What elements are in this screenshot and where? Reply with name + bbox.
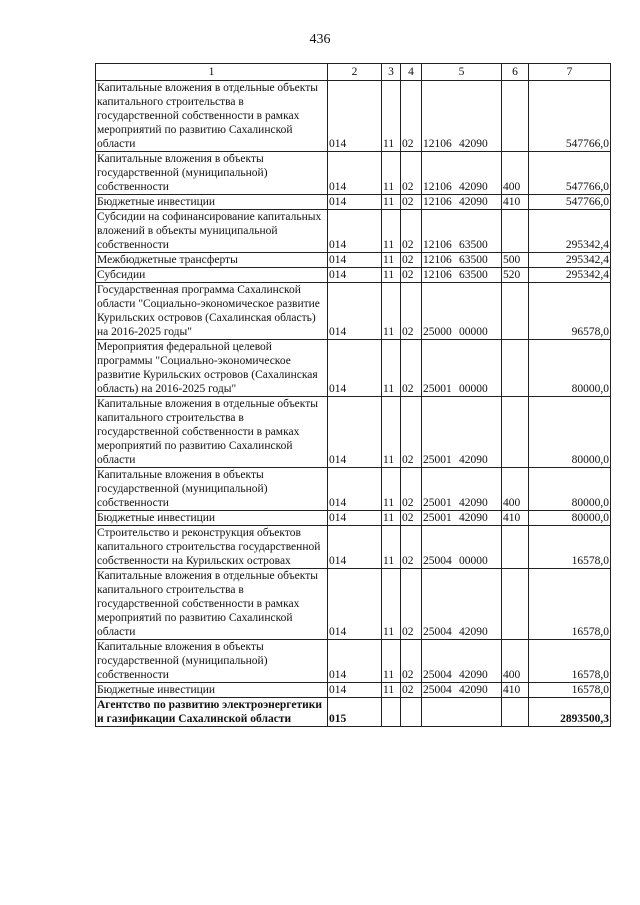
table-row <box>96 698 611 727</box>
row-target-item-cell <box>422 195 502 210</box>
table-row <box>96 397 611 468</box>
target-item-direction-code: 42090 <box>459 138 488 150</box>
table-row <box>96 81 611 152</box>
row-subsection-cell: 02 <box>401 468 422 511</box>
row-name-cell: Строительство и реконструкция объектов капитального строительства государственной собственности на Курильских островах <box>96 526 328 569</box>
target-item-direction-code: 63500 <box>459 269 488 281</box>
row-amount-cell: 80000,0 <box>529 340 611 397</box>
row-ministry-code-cell: 014 <box>328 81 382 152</box>
target-item-direction-code: 42090 <box>459 512 488 524</box>
row-section-cell: 11 <box>382 511 401 526</box>
target-item-program-code: 12106 <box>423 239 452 251</box>
row-amount-cell: 2893500,3 <box>529 698 611 727</box>
row-subsection-cell: 02 <box>401 268 422 283</box>
row-name-cell: Капитальные вложения в объекты государственной (муниципальной) собственности <box>96 640 328 683</box>
row-amount-cell: 547766,0 <box>529 195 611 210</box>
target-item-direction-code: 42090 <box>459 669 488 681</box>
row-section-cell: 11 <box>382 640 401 683</box>
row-expense-type-cell <box>502 81 529 152</box>
row-target-item-cell <box>422 640 502 683</box>
row-expense-type-cell: 410 <box>502 511 529 526</box>
row-amount-cell: 295342,4 <box>529 210 611 253</box>
row-amount-cell: 16578,0 <box>529 569 611 640</box>
target-item-direction-code: 42090 <box>459 626 488 638</box>
row-ministry-code-cell: 014 <box>328 511 382 526</box>
header-cell: 2 <box>328 64 382 81</box>
row-name-cell: Капитальные вложения в отдельные объекты капитального строительства в государственной собственности в рамках мероприятий по развитию Сахалинской области <box>96 397 328 468</box>
row-expense-type-cell <box>502 340 529 397</box>
row-subsection-cell: 02 <box>401 253 422 268</box>
target-item-program-code: 25001 <box>423 497 452 509</box>
row-target-item-cell <box>422 340 502 397</box>
row-expense-type-cell: 400 <box>502 640 529 683</box>
row-subsection-cell: 02 <box>401 397 422 468</box>
target-item-program-code: 12106 <box>423 196 452 208</box>
row-name-cell: Капитальные вложения в объекты государственной (муниципальной) собственности <box>96 468 328 511</box>
row-section-cell: 11 <box>382 253 401 268</box>
target-item-direction-code: 42090 <box>459 454 488 466</box>
row-expense-type-cell <box>502 283 529 340</box>
row-subsection-cell: 02 <box>401 81 422 152</box>
row-expense-type-cell: 400 <box>502 152 529 195</box>
row-amount-cell: 16578,0 <box>529 640 611 683</box>
row-section-cell <box>382 698 401 727</box>
row-name-cell: Межбюджетные трансферты <box>96 253 328 268</box>
row-name-cell: Мероприятия федеральной целевой программы "Социально-экономическое развитие Курильских островов (Сахалинская область) на 2016-2025 годы" <box>96 340 328 397</box>
row-section-cell: 11 <box>382 195 401 210</box>
row-target-item-cell <box>422 268 502 283</box>
row-name-cell: Капитальные вложения в объекты государственной (муниципальной) собственности <box>96 152 328 195</box>
row-subsection-cell: 02 <box>401 210 422 253</box>
row-name-cell: Капитальные вложения в отдельные объекты капитального строительства в государственной собственности в рамках мероприятий по развитию Сахалинской области <box>96 569 328 640</box>
row-amount-cell: 80000,0 <box>529 397 611 468</box>
page-number: 436 <box>309 32 331 47</box>
row-section-cell: 11 <box>382 683 401 698</box>
header-cell: 7 <box>529 64 611 81</box>
table-row <box>96 683 611 698</box>
row-expense-type-cell <box>502 210 529 253</box>
row-subsection-cell: 02 <box>401 195 422 210</box>
header-cell: 6 <box>502 64 529 81</box>
target-item-direction-code: 00000 <box>459 326 488 338</box>
row-section-cell: 11 <box>382 210 401 253</box>
row-amount-cell: 16578,0 <box>529 683 611 698</box>
row-ministry-code-cell: 014 <box>328 152 382 195</box>
row-ministry-code-cell: 014 <box>328 253 382 268</box>
target-item-program-code: 25004 <box>423 669 452 681</box>
header-cell: 1 <box>96 64 328 81</box>
row-target-item-cell <box>422 569 502 640</box>
row-section-cell: 11 <box>382 468 401 511</box>
row-expense-type-cell <box>502 397 529 468</box>
target-item-direction-code: 63500 <box>459 239 488 251</box>
header-cell: 3 <box>382 64 401 81</box>
row-target-item-cell <box>422 468 502 511</box>
row-ministry-code-cell: 014 <box>328 268 382 283</box>
row-expense-type-cell <box>502 698 529 727</box>
target-item-direction-code: 63500 <box>459 254 488 266</box>
row-target-item-cell <box>422 253 502 268</box>
row-subsection-cell: 02 <box>401 683 422 698</box>
row-name-cell: Субсидии <box>96 268 328 283</box>
row-subsection-cell: 02 <box>401 511 422 526</box>
row-subsection-cell: 02 <box>401 283 422 340</box>
row-amount-cell: 16578,0 <box>529 526 611 569</box>
row-section-cell: 11 <box>382 268 401 283</box>
target-item-program-code: 25000 <box>423 326 452 338</box>
table-row <box>96 526 611 569</box>
row-amount-cell: 547766,0 <box>529 81 611 152</box>
row-ministry-code-cell: 014 <box>328 340 382 397</box>
row-expense-type-cell: 500 <box>502 253 529 268</box>
row-expense-type-cell: 410 <box>502 195 529 210</box>
header-cell: 5 <box>422 64 502 81</box>
table-row <box>96 210 611 253</box>
row-ministry-code-cell: 014 <box>328 210 382 253</box>
row-ministry-code-cell: 014 <box>328 526 382 569</box>
row-expense-type-cell <box>502 526 529 569</box>
row-ministry-code-cell: 014 <box>328 468 382 511</box>
row-target-item-cell <box>422 397 502 468</box>
row-ministry-code-cell: 014 <box>328 397 382 468</box>
table-row <box>96 195 611 210</box>
row-section-cell: 11 <box>382 152 401 195</box>
row-subsection-cell <box>401 698 422 727</box>
target-item-program-code: 12106 <box>423 269 452 281</box>
row-amount-cell: 295342,4 <box>529 253 611 268</box>
target-item-program-code: 12106 <box>423 138 452 150</box>
target-item-direction-code: 42090 <box>459 181 488 193</box>
row-ministry-code-cell: 014 <box>328 283 382 340</box>
row-subsection-cell: 02 <box>401 340 422 397</box>
row-name-cell: Агентство по развитию электроэнергетики и газификации Сахалинской области <box>96 698 328 727</box>
row-section-cell: 11 <box>382 81 401 152</box>
row-amount-cell: 96578,0 <box>529 283 611 340</box>
row-name-cell: Бюджетные инвестиции <box>96 683 328 698</box>
row-target-item-cell <box>422 81 502 152</box>
target-item-direction-code: 00000 <box>459 383 488 395</box>
row-subsection-cell: 02 <box>401 152 422 195</box>
row-expense-type-cell: 410 <box>502 683 529 698</box>
row-section-cell: 11 <box>382 397 401 468</box>
row-section-cell: 11 <box>382 526 401 569</box>
target-item-direction-code: 42090 <box>459 196 488 208</box>
row-amount-cell: 80000,0 <box>529 468 611 511</box>
table-header-row <box>96 64 611 81</box>
row-subsection-cell: 02 <box>401 526 422 569</box>
table-row <box>96 268 611 283</box>
row-ministry-code-cell: 014 <box>328 195 382 210</box>
table-row <box>96 340 611 397</box>
target-item-direction-code: 42090 <box>459 684 488 696</box>
row-target-item-cell <box>422 683 502 698</box>
row-ministry-code-cell: 014 <box>328 683 382 698</box>
row-amount-cell: 295342,4 <box>529 268 611 283</box>
table-row <box>96 511 611 526</box>
row-target-item-cell <box>422 526 502 569</box>
row-amount-cell: 547766,0 <box>529 152 611 195</box>
table-row <box>96 569 611 640</box>
target-item-program-code: 12106 <box>423 181 452 193</box>
row-expense-type-cell: 520 <box>502 268 529 283</box>
row-expense-type-cell <box>502 569 529 640</box>
row-ministry-code-cell: 014 <box>328 569 382 640</box>
table-row <box>96 283 611 340</box>
target-item-program-code: 25001 <box>423 512 452 524</box>
row-name-cell: Бюджетные инвестиции <box>96 195 328 210</box>
row-section-cell: 11 <box>382 340 401 397</box>
row-target-item-cell <box>422 511 502 526</box>
target-item-direction-code: 42090 <box>459 497 488 509</box>
target-item-program-code: 25001 <box>423 383 452 395</box>
target-item-program-code: 25004 <box>423 684 452 696</box>
row-section-cell: 11 <box>382 283 401 340</box>
header-cell: 4 <box>401 64 422 81</box>
row-target-item-cell <box>422 210 502 253</box>
target-item-program-code: 25001 <box>423 454 452 466</box>
row-target-item-cell <box>422 283 502 340</box>
table-row <box>96 253 611 268</box>
table-row <box>96 640 611 683</box>
budget-table <box>95 63 611 727</box>
row-ministry-code-cell: 015 <box>328 698 382 727</box>
row-expense-type-cell: 400 <box>502 468 529 511</box>
row-name-cell: Государственная программа Сахалинской области "Социально-экономическое развитие Курильских островов (Сахалинская область) на 2016-2025 годы" <box>96 283 328 340</box>
row-name-cell: Бюджетные инвестиции <box>96 511 328 526</box>
target-item-direction-code: 00000 <box>459 555 488 567</box>
row-section-cell: 11 <box>382 569 401 640</box>
row-amount-cell: 80000,0 <box>529 511 611 526</box>
row-subsection-cell: 02 <box>401 640 422 683</box>
row-ministry-code-cell: 014 <box>328 640 382 683</box>
target-item-program-code: 25004 <box>423 555 452 567</box>
row-subsection-cell: 02 <box>401 569 422 640</box>
row-name-cell: Субсидии на софинансирование капитальных вложений в объекты муниципальной собственности <box>96 210 328 253</box>
target-item-program-code: 25004 <box>423 626 452 638</box>
row-target-item-cell <box>422 152 502 195</box>
row-name-cell: Капитальные вложения в отдельные объекты капитального строительства в государственной собственности в рамках мероприятий по развитию Сахалинской области <box>96 81 328 152</box>
row-target-item-cell <box>422 698 502 727</box>
target-item-program-code: 12106 <box>423 254 452 266</box>
table-row <box>96 468 611 511</box>
table-row <box>96 152 611 195</box>
